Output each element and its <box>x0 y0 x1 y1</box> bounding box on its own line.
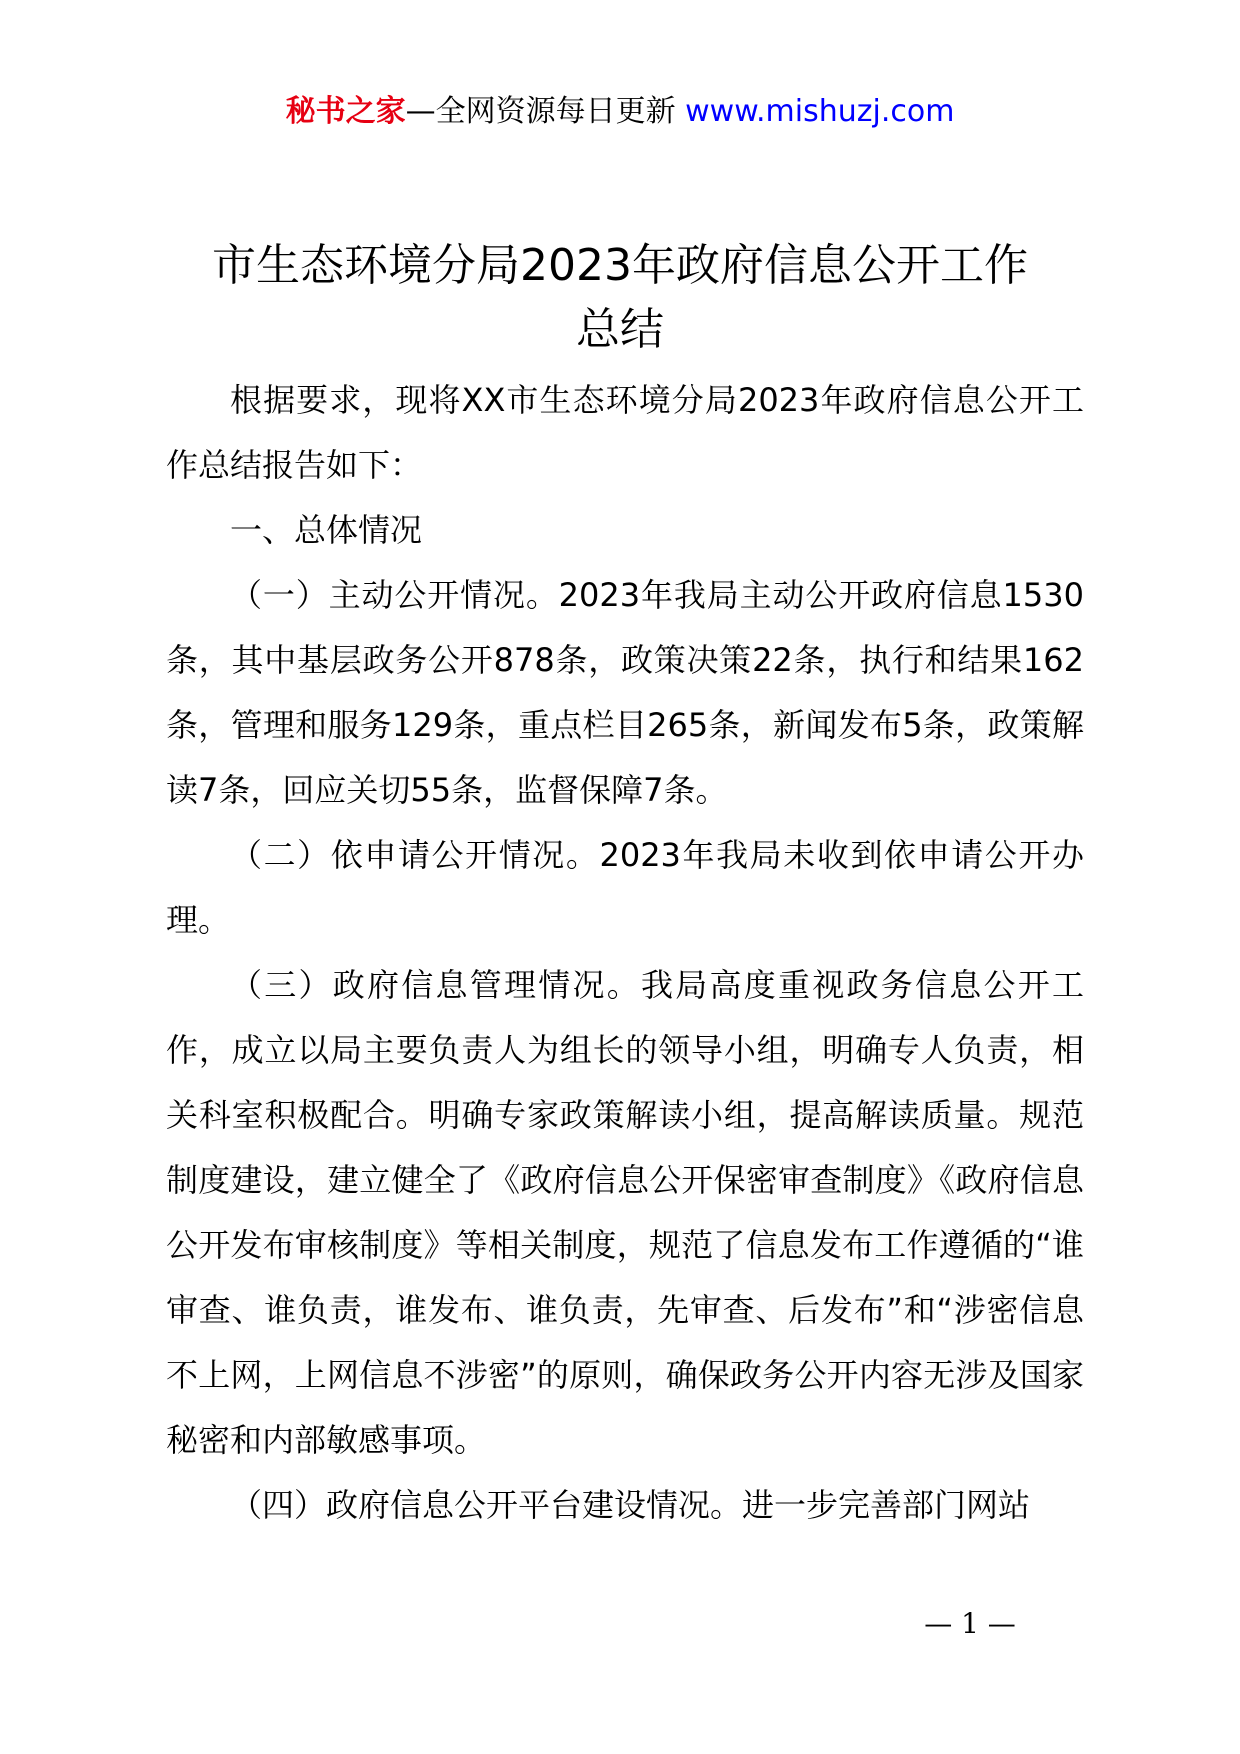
site-header-banner <box>0 92 1240 132</box>
brand-slogan: —全网资源每日更新 <box>405 94 676 129</box>
site-url-link[interactable]: www.mishuzj.com <box>685 94 955 129</box>
title-line-1: 市生态环境分局2023年政府信息公开工作 <box>212 240 1028 291</box>
paragraph-on-request-disclosure: （二）依申请公开情况。2023年我局未收到依申请公开办理。 <box>166 836 1084 939</box>
title-line-2: 总结 <box>576 304 664 355</box>
section-heading-overall: 一、总体情况 <box>230 511 423 549</box>
paragraph-information-management: （三）政府信息管理情况。我局高度重视政务信息公开工作，成立以局主要负责人为组长的领导小组，明确专人负责，相关科室积极配合。明确专家政策解读小组，提高解读质量。规范制度建设，建立健全了《政府信息公开保密审查制度》《政府信息公开发布审核制度》等相关制度，规范了信息发布工作遵循的“谁审查、谁负责，谁发布、谁负责，先审查、后发布”和“涉密信息不上网，上网信息不涉密”的原则，确保政务公开内容无涉及国家秘密和内部敏感事项。 <box>166 966 1084 1459</box>
document-body <box>166 368 1084 1538</box>
document-title <box>160 234 1080 362</box>
page-number: — 1 — <box>924 1607 1016 1640</box>
paragraph-proactive-disclosure: （一）主动公开情况。2023年我局主动公开政府信息1530条，其中基层政务公开878条，政策决策22条，执行和结果162条，管理和服务129条，重点栏目265条，新闻发布5条，政策解读7条，回应关切55条，监督保障7条。 <box>166 576 1084 809</box>
brand-name: 秘书之家 <box>285 94 406 129</box>
paragraph-platform-construction: （四）政府信息公开平台建设情况。进一步完善部门网站 <box>230 1486 1031 1524</box>
intro-paragraph: 根据要求，现将XX市生态环境分局2023年政府信息公开工作总结报告如下： <box>166 381 1084 484</box>
